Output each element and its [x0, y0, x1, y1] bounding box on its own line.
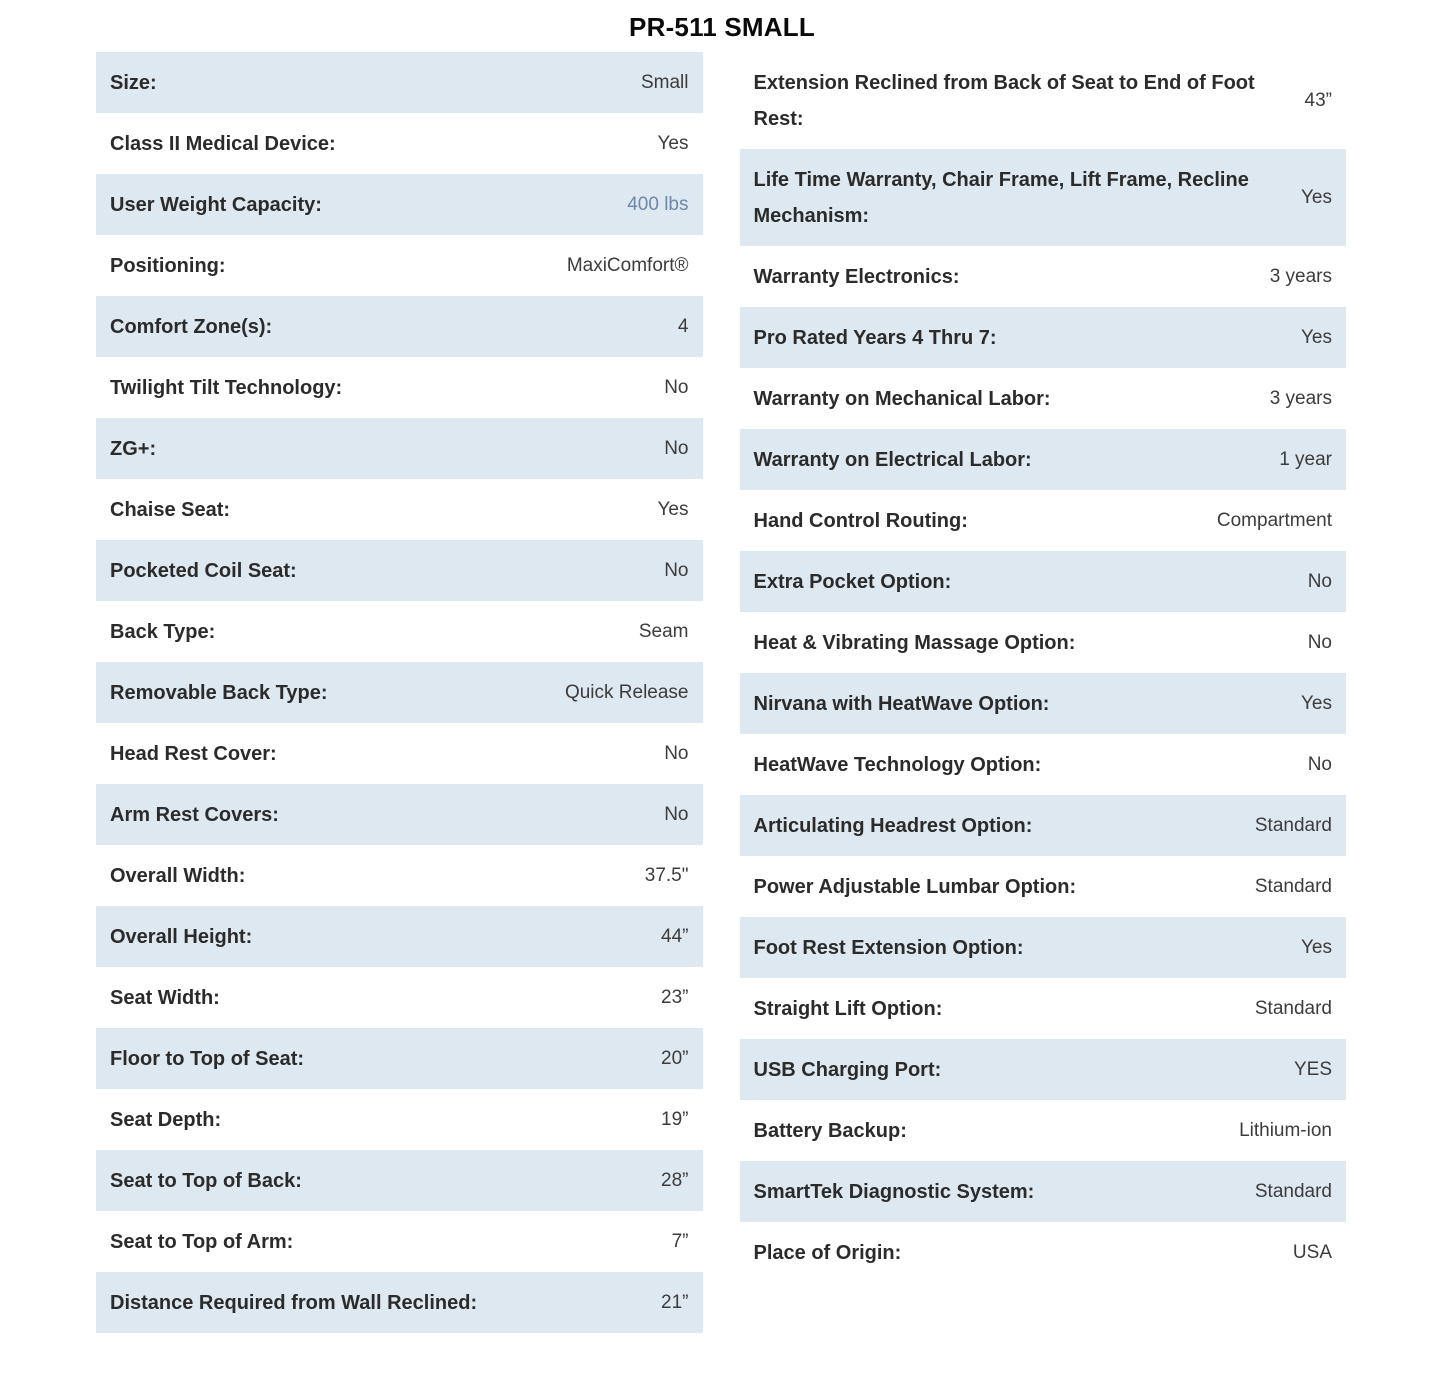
- spec-value: Quick Release: [564, 681, 689, 703]
- spec-label: SmartTek Diagnostic System:: [753, 1180, 1035, 1203]
- spec-label: Comfort Zone(s):: [110, 315, 273, 338]
- spec-label: Pocketed Coil Seat:: [110, 559, 297, 582]
- spec-value: 44”: [661, 925, 689, 947]
- spec-label: User Weight Capacity:: [110, 193, 322, 216]
- spec-table: [96, 52, 1346, 1333]
- spec-value: YES: [1293, 1058, 1332, 1080]
- spec-value: MaxiComfort®: [566, 254, 689, 276]
- spec-row: [96, 1211, 703, 1272]
- spec-row: [96, 845, 703, 906]
- spec-value: Yes: [657, 498, 689, 520]
- spec-row: [740, 673, 1347, 734]
- spec-label: Twilight Tilt Technology:: [110, 376, 343, 399]
- spec-label: Extra Pocket Option:: [753, 570, 952, 593]
- spec-value: 400 lbs: [627, 193, 689, 215]
- spec-value: No: [664, 803, 689, 825]
- spec-row: [740, 795, 1347, 856]
- spec-label: Overall Height:: [110, 925, 253, 948]
- spec-value: 20”: [661, 1047, 689, 1069]
- spec-value: 19”: [661, 1108, 689, 1130]
- spec-value: 3 years: [1269, 387, 1332, 409]
- spec-label: Arm Rest Covers:: [110, 803, 279, 826]
- spec-label: Seat Depth:: [110, 1108, 222, 1131]
- spec-label: Positioning:: [110, 254, 226, 277]
- spec-value: 28”: [661, 1169, 689, 1191]
- spec-column-left: [96, 52, 703, 1333]
- spec-label: Articulating Headrest Option:: [753, 814, 1033, 837]
- spec-value: No: [664, 559, 689, 581]
- spec-value: Standard: [1254, 997, 1332, 1019]
- spec-label: Straight Lift Option:: [753, 997, 943, 1020]
- spec-row: [96, 662, 703, 723]
- spec-label: Head Rest Cover:: [110, 742, 277, 765]
- spec-value: 3 years: [1269, 265, 1332, 287]
- spec-row: [96, 967, 703, 1028]
- spec-label: Nirvana with HeatWave Option:: [753, 692, 1050, 715]
- spec-label: Hand Control Routing:: [753, 509, 968, 532]
- spec-label: Battery Backup:: [753, 1119, 907, 1142]
- spec-label: Size:: [110, 71, 157, 94]
- spec-row: [96, 540, 703, 601]
- page-title: PR-511 SMALL: [629, 12, 815, 42]
- spec-row: [96, 723, 703, 784]
- spec-label: Distance Required from Wall Reclined:: [110, 1291, 478, 1314]
- spec-row: [96, 296, 703, 357]
- spec-row: [740, 149, 1347, 246]
- spec-label: HeatWave Technology Option:: [753, 753, 1042, 776]
- spec-row: [740, 307, 1347, 368]
- spec-value: 4: [677, 315, 689, 337]
- spec-row: [740, 612, 1347, 673]
- spec-label: Place of Origin:: [753, 1241, 902, 1264]
- spec-label: Warranty Electronics:: [753, 265, 960, 288]
- spec-row: [740, 1222, 1347, 1283]
- spec-value: Lithium-ion: [1239, 1119, 1332, 1141]
- spec-row: [740, 1161, 1347, 1222]
- spec-row: [96, 784, 703, 845]
- spec-row: [96, 52, 703, 113]
- spec-label: Class II Medical Device:: [110, 132, 336, 155]
- spec-row: [740, 246, 1347, 307]
- spec-row: [96, 1028, 703, 1089]
- spec-label: Seat Width:: [110, 986, 220, 1009]
- spec-value: Seam: [638, 620, 689, 642]
- spec-row: [96, 357, 703, 418]
- spec-value: Standard: [1254, 814, 1332, 836]
- spec-value: 23”: [661, 986, 689, 1008]
- spec-label: Pro Rated Years 4 Thru 7:: [753, 326, 997, 349]
- spec-row: [740, 734, 1347, 795]
- spec-row: [96, 906, 703, 967]
- spec-row: [740, 52, 1347, 149]
- spec-row: [740, 429, 1347, 490]
- spec-row: [740, 551, 1347, 612]
- spec-row: [740, 856, 1347, 917]
- spec-row: [740, 1100, 1347, 1161]
- spec-row: [96, 174, 703, 235]
- spec-value: No: [664, 742, 689, 764]
- spec-value: 21”: [661, 1291, 689, 1313]
- spec-value: USA: [1292, 1241, 1332, 1263]
- spec-row: [96, 235, 703, 296]
- spec-label: USB Charging Port:: [753, 1058, 942, 1081]
- spec-label: Extension Reclined from Back of Seat to End of Foot Rest:: [753, 71, 1255, 130]
- spec-row: [96, 418, 703, 479]
- spec-label: Overall Width:: [110, 864, 246, 887]
- spec-row: [740, 490, 1347, 551]
- spec-label: Warranty on Mechanical Labor:: [753, 387, 1051, 410]
- spec-value: 1 year: [1279, 448, 1332, 470]
- spec-label: Seat to Top of Arm:: [110, 1230, 294, 1253]
- spec-value: Compartment: [1216, 509, 1332, 531]
- spec-row: [96, 1272, 703, 1333]
- spec-label: Chaise Seat:: [110, 498, 231, 521]
- spec-row: [740, 917, 1347, 978]
- spec-value: 37.5": [644, 864, 689, 886]
- spec-label: Warranty on Electrical Labor:: [753, 448, 1032, 471]
- spec-value: 7”: [671, 1230, 689, 1252]
- spec-row: [96, 601, 703, 662]
- spec-row: [96, 113, 703, 174]
- spec-label: Life Time Warranty, Chair Frame, Lift Frame, Recline Mechanism:: [753, 168, 1249, 227]
- spec-row: [96, 1150, 703, 1211]
- spec-value: No: [664, 437, 689, 459]
- spec-value: Standard: [1254, 1180, 1332, 1202]
- spec-value: No: [1307, 631, 1332, 653]
- spec-row: [740, 978, 1347, 1039]
- spec-row: [96, 479, 703, 540]
- spec-label: Foot Rest Extension Option:: [753, 936, 1024, 959]
- spec-label: Floor to Top of Seat:: [110, 1047, 305, 1070]
- spec-value: Standard: [1254, 875, 1332, 897]
- spec-value: Yes: [1301, 692, 1332, 714]
- spec-label: Back Type:: [110, 620, 216, 643]
- spec-value: Yes: [1301, 326, 1332, 348]
- spec-row: [740, 1039, 1347, 1100]
- spec-value: Yes: [1301, 186, 1332, 208]
- spec-label: Power Adjustable Lumbar Option:: [753, 875, 1077, 898]
- spec-row: [740, 368, 1347, 429]
- spec-label: ZG+:: [110, 437, 157, 460]
- spec-label: Seat to Top of Back:: [110, 1169, 302, 1192]
- spec-row: [96, 1089, 703, 1150]
- spec-column-right: [740, 52, 1347, 1283]
- spec-value: Small: [640, 71, 689, 93]
- spec-value: Yes: [1301, 936, 1332, 958]
- spec-value: 43”: [1304, 89, 1332, 111]
- spec-value: Yes: [657, 132, 689, 154]
- spec-value: No: [1307, 570, 1332, 592]
- spec-value: No: [1307, 753, 1332, 775]
- spec-label: Removable Back Type:: [110, 681, 328, 704]
- spec-label: Heat & Vibrating Massage Option:: [753, 631, 1076, 654]
- spec-value: No: [664, 376, 689, 398]
